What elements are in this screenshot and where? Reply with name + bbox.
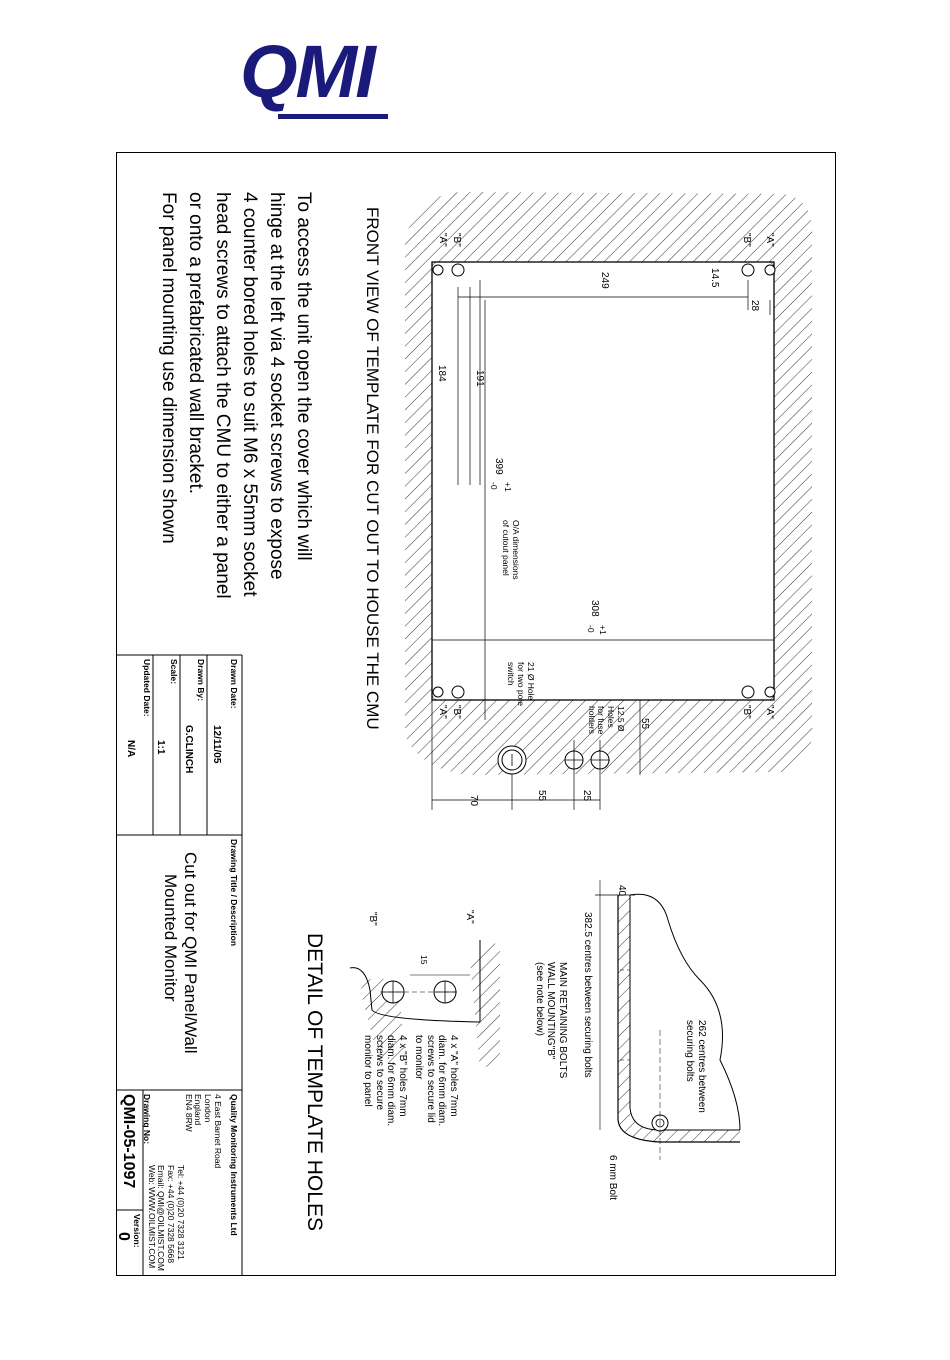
drawn-date-value: 12/11/05 — [211, 725, 222, 764]
bolt-spacing-note: 382.5 centres between securing bolts — [582, 912, 593, 1078]
dim-70: 70 — [468, 795, 479, 807]
dim-191: 191 — [474, 370, 485, 387]
dim-14-5: 14.5 — [709, 268, 720, 288]
dim-55: 55 — [536, 790, 547, 802]
dim-399-tol-minus: -0 — [489, 482, 499, 490]
note-line: 4 counter bored holes to suit M6 x 55mm socket — [239, 192, 260, 597]
oa-note: O/A dimensions of cutout panel — [501, 520, 521, 580]
logo-text: QMI — [240, 30, 374, 113]
hole-label-b: "B" — [741, 233, 752, 247]
drawing-title-label: Drawing Title / Description — [229, 839, 239, 947]
company-name: Quality Monitoring Instruments Ltd — [229, 1094, 239, 1236]
hole-label-a: "A" — [764, 705, 775, 719]
hole-label-a: "A" — [764, 233, 775, 247]
switch-note: 21 Ø Hole for two pole switch — [506, 662, 536, 706]
dim-249: 249 — [599, 272, 610, 289]
hole-label-b: "B" — [451, 233, 462, 247]
dim-25: 25 — [581, 790, 592, 802]
hole-label-a: "A" — [437, 705, 448, 719]
note-line: To access the unit open the cover which will — [293, 192, 314, 561]
dim-399-tol-plus: +1 — [503, 482, 513, 492]
drawing-description: Cut out for QMI Panel/Wall Mounted Monitor — [161, 852, 200, 1054]
bolt-size-note: 6 mm Bolt — [607, 1155, 618, 1201]
dim-308-tol-plus: +1 — [598, 625, 608, 635]
detail-label-a: "A" — [464, 910, 475, 924]
drawn-date-label: Drawn Date: — [229, 659, 239, 709]
hole-label-b: "B" — [451, 705, 462, 719]
dim-184: 184 — [436, 365, 447, 382]
dim-15: 15 — [419, 955, 429, 965]
detail-label-b: "B" — [367, 912, 378, 926]
dim-55-top: 55 — [639, 718, 650, 730]
hole-label-b: "B" — [741, 705, 752, 719]
main-bolts-note: MAIN RETAINING BOLTS WALL MOUNTING"B" (see note below) — [534, 962, 568, 1079]
notes-block — [152, 192, 314, 599]
drawn-by-value: G.CLINCH — [183, 725, 194, 774]
detail-bracket — [595, 880, 740, 1160]
front-view-title: FRONT VIEW OF TEMPLATE FOR CUT OUT TO HOUSE THE CMU — [363, 207, 382, 730]
note-line: or onto a prefabricated wall bracket. — [185, 192, 206, 495]
securing-bolts-note: 262 centres between securing bolts — [684, 1020, 707, 1113]
dim-40: 40 — [616, 885, 627, 897]
version-value: 0 — [115, 1232, 132, 1241]
scale-value: 1:1 — [155, 740, 166, 755]
hole-label-a: "A" — [437, 233, 448, 247]
note-line: For panel mounting use dimension shown — [158, 192, 179, 544]
dim-308: 308 — [589, 600, 600, 617]
drawing-no-label: Drawing No: — [142, 1094, 152, 1145]
note-line: head screws to attach the CMU to either a panel — [212, 192, 233, 599]
company-address: 4 East Barnet Road London England EN4 8RW — [183, 1094, 223, 1169]
updated-date-label: Updated Date: — [142, 659, 152, 717]
drawing-no-value: QMI-05-1097 — [120, 1094, 137, 1189]
drawn-by-label: Drawn By: — [196, 659, 206, 702]
fuse-note: 12.5 Ø Holes for fuse holders — [586, 706, 626, 735]
company-contact: Tel: +44 (0)20 7328 3121 Fax: +44 (0)20 7328 5668 Email: QMI@OILMIST.COM Web: WWW.OILMIST.COM — [146, 1165, 186, 1271]
updated-date-value: N/A — [125, 740, 136, 758]
detail-title: DETAIL OF TEMPLATE HOLES — [303, 933, 326, 1231]
scale-label: Scale: — [169, 659, 179, 685]
note-line: hinge at the left via 4 socket screws to expose — [266, 192, 287, 580]
dim-308-tol-minus: -0 — [586, 625, 596, 633]
dim-399: 399 — [493, 458, 504, 475]
hole-a-note: 4 x "A" holes 7mm diam. for 6mm diam. screws to secure lid to monitor — [413, 1035, 459, 1127]
dim-28: 28 — [749, 300, 760, 312]
hole-b-note: 4 x "B" holes 7mm diam. for 6mm diam. screws to secure monitor to panel — [362, 1035, 408, 1127]
version-label: Version: — [132, 1214, 142, 1248]
